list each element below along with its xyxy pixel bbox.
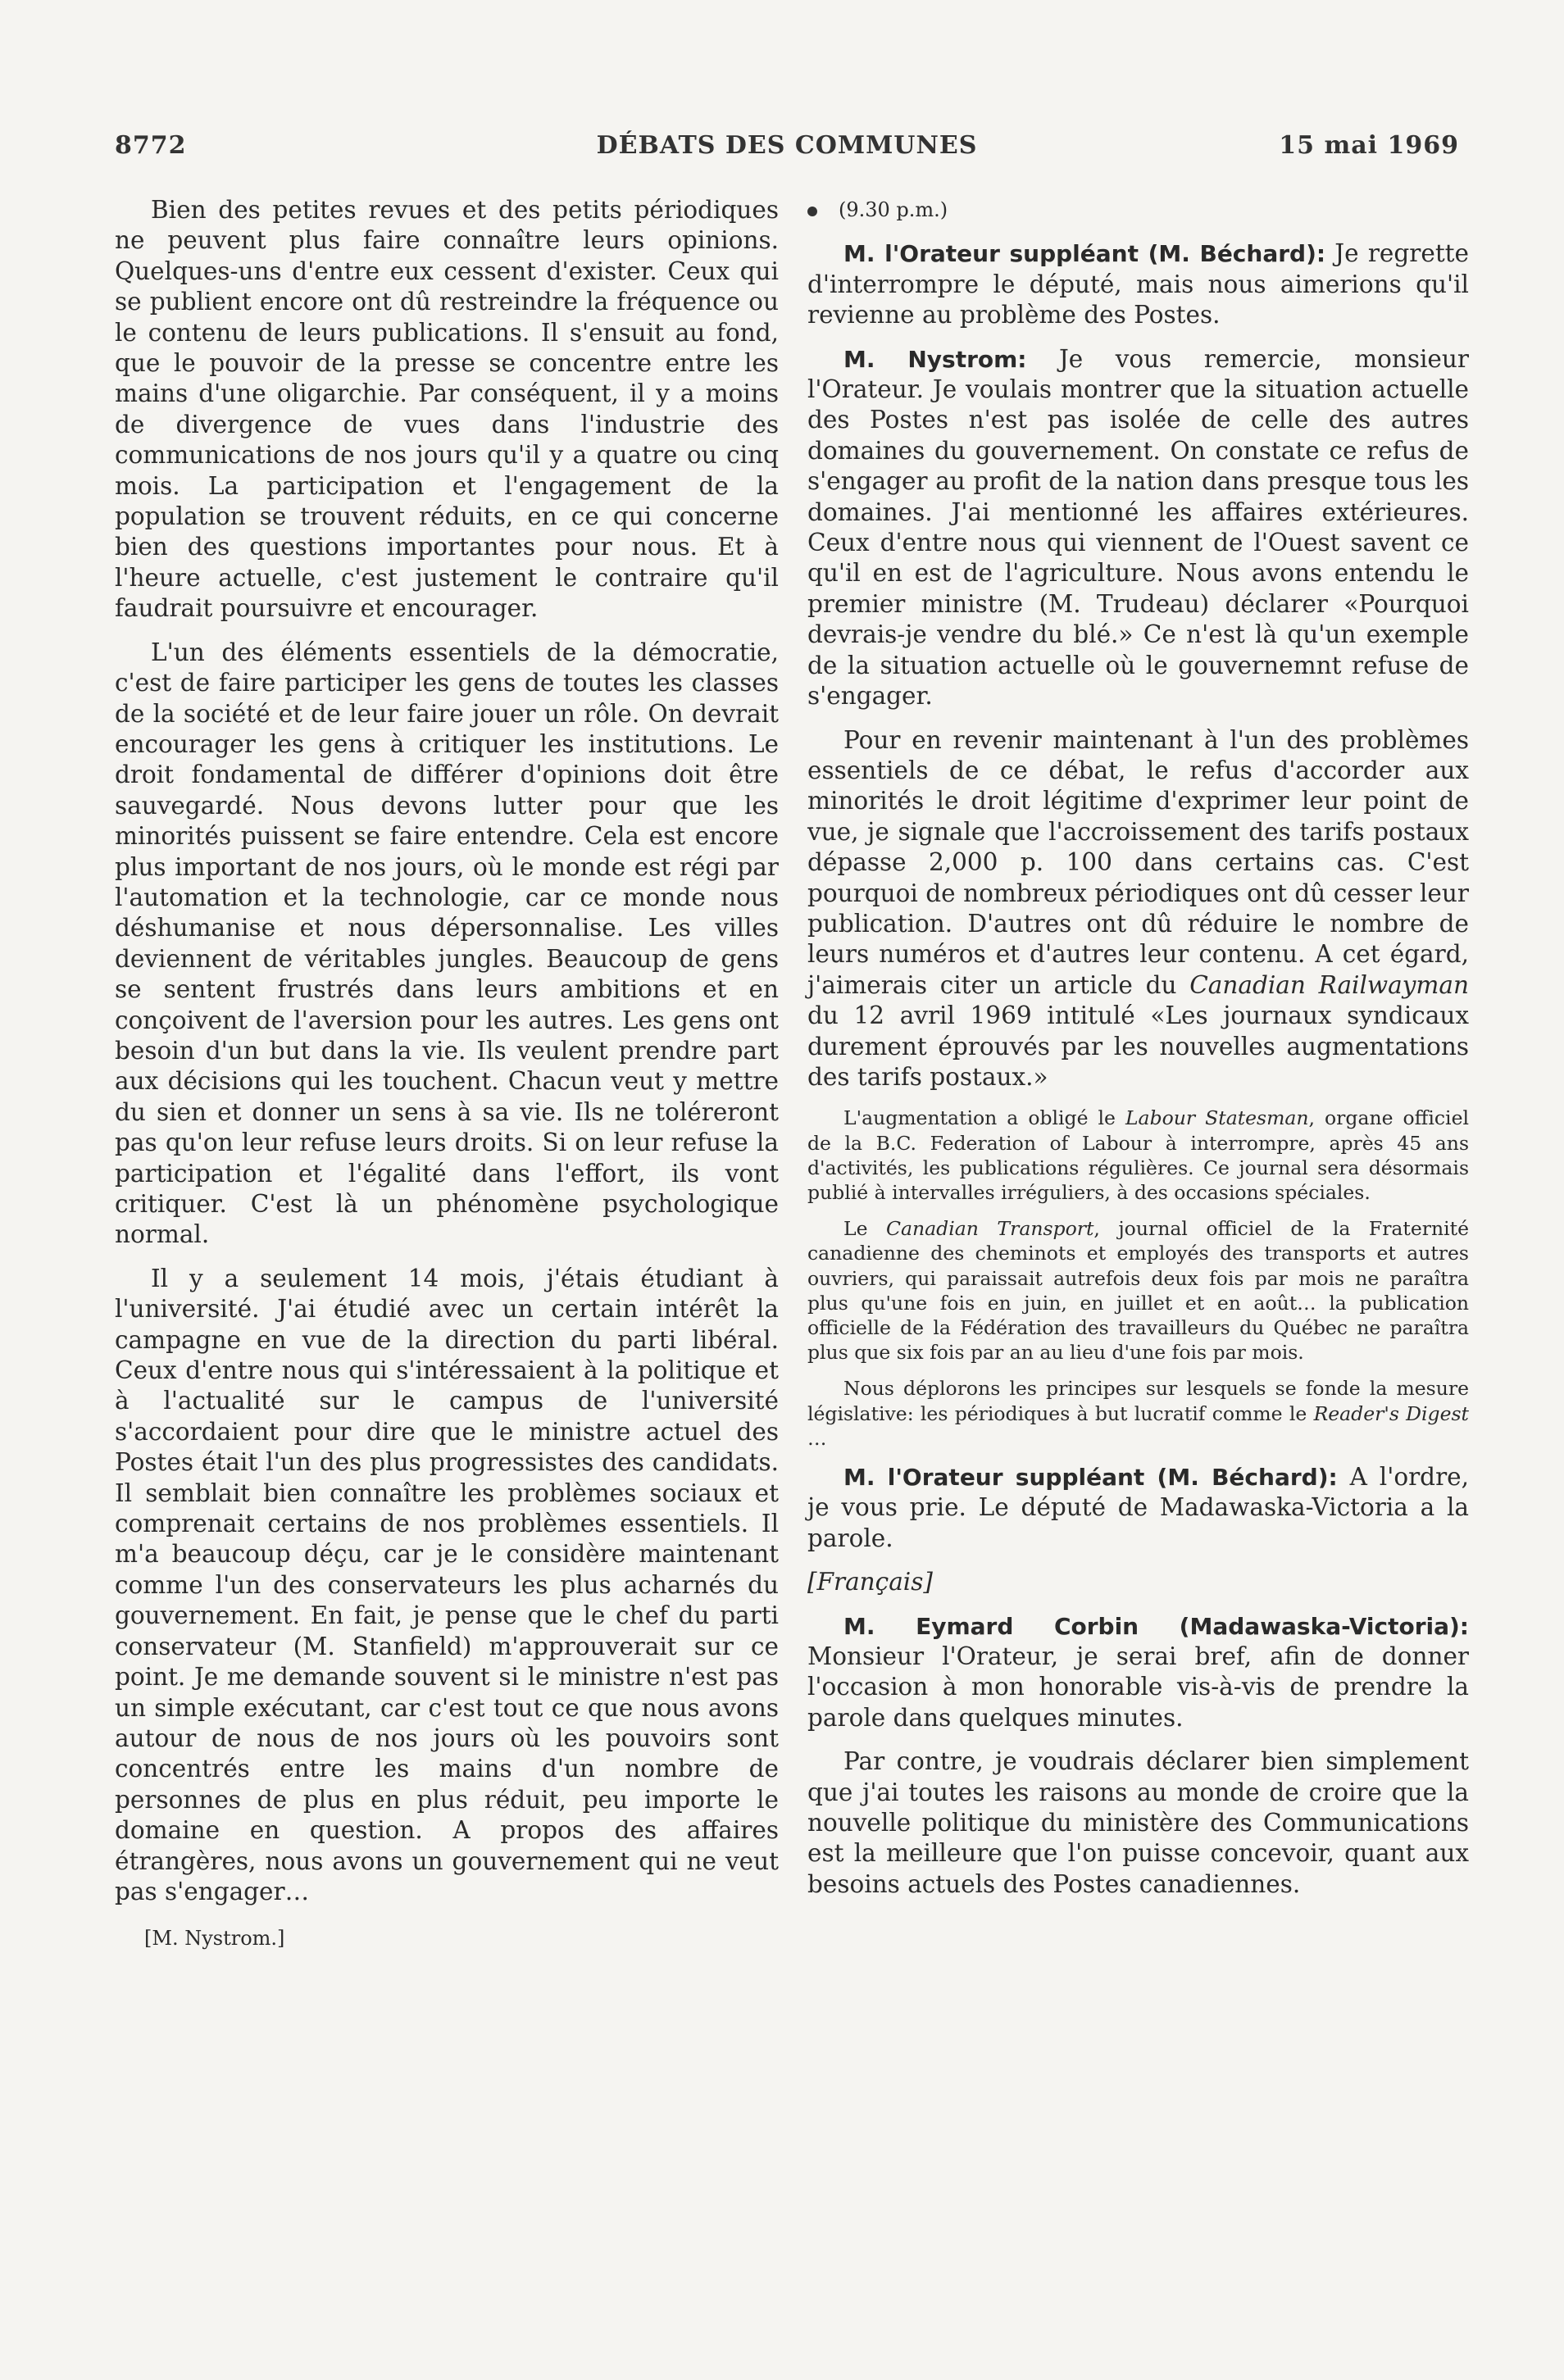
paragraph [807, 725, 1469, 1093]
publication-title: Labour Statesman [1125, 1106, 1309, 1130]
speaker-name: M. l'Orateur suppléant (M. Béchard): [843, 240, 1326, 268]
text-run: , journal officiel de la Fraternité canadienne des cheminots et employés des transports et autres ouvriers, qui paraissait autrefois deux fois par mois ne paraîtra plus qu'une fois en juin, en juillet et en août… la publication officielle de la Fédération des travailleurs du Québec ne paraîtra plus que six fois par an au lieu d'une fois par mois. [807, 1217, 1470, 1365]
paragraph: Il y a seulement 14 mois, j'étais étudiant à l'université. J'ai étudié avec un certain intérêt la campagne en vue de la direction du parti libéral. Ceux d'entre nous qui s'intéressaient à la politique et à l'actualité sur le campus de l'université s'accordaient pour dire que le ministre actuel des Postes était l'un des plus progressistes des candidats. Il semblait bien connaître les problèmes sociaux et comprenait certains de nos problèmes essentiels. Il m'a beaucoup déçu, car je le considère maintenant comme l'un des conservateurs les plus acharnés du gouvernement. En fait, je pense que le chef du parti conservateur (M. Stanfield) m'approuverait sur ce point. Je me demande souvent si le ministre n'est pas un simple exécutant, car c'est tout ce que nous avons autour de nous de nos jours où les pouvoirs sont concentrés entre les mains d'un nombre de personnes de plus en plus réduit, peu importe le domaine en question. A propos des affaires étrangères, nous avons un gouvernement qui ne veut pas s'engager… [115, 1264, 779, 1905]
speech-text: Je vous remercie, monsieur l'Orateur. Je voulais montrer que la situation actuelle des Postes n'est pas isolée de celle des autres domaines du gouvernement. On constate ce refus de s'engager au profit de la nation dans presque tous les domaines. J'ai mentionné les affaires extérieures. Ceux d'entre nous qui viennent de l'Ouest savent ce qu'il en est de l'agriculture. Nous avons entendu le premier ministre (M. Trudeau) déclarer «Pourquoi devrais-je vendre du blé.» Ce n'est là qu'un exemple de la situation actuelle où le gouvernemnt refuse de s'engager. [807, 344, 1469, 711]
journal-title: DÉBATS DES COMMUNES [596, 131, 978, 160]
speech [807, 238, 1469, 330]
paragraph: Par contre, je voudrais déclarer bien simplement que j'ai toutes les raisons au monde de croire que la nouvelle politique du ministère des Communications est la meilleure que l'on puisse concevoir, quant aux besoins actuels des Postes canadiennes. [807, 1747, 1469, 1898]
text-run: du 12 avril 1969 intitulé «Les journaux syndicaux durement éprouvés par les nouvelles augmentations des tarifs postaux.» [807, 1002, 1469, 1091]
publication-title: Reader's Digest [1313, 1401, 1469, 1425]
speech-text: Je regrette d'interrompre le député, mais nous aimerions qu'il revienne au problème des Postes. [807, 239, 1469, 329]
text-run: Pour en revenir maintenant à l'un des problèmes essentiels de ce débat, le refus d'accorder aux minorités le droit légitime d'exprimer leur point de vue, je signale que l'accroissement des tarifs postaux dépasse 2,000 p. 100 dans certains cas. C'est pourquoi de nombreux périodiques ont dû cesser leur publication. D'autres ont dû réduire le nombre de leurs numéros et d'autres leur contenu. A cet égard, j'aimerais citer un article du [807, 725, 1469, 999]
right-column [807, 195, 1469, 1913]
speaker-attribution: [M. Nystrom.] [144, 1927, 285, 1951]
text-run: Nous déplorons les principes sur lesquels se fonde la mesure législative: les périodiques à but lucratif comme le [807, 1377, 1469, 1425]
speech [807, 1611, 1469, 1734]
language-marker: [Français] [807, 1568, 933, 1597]
left-column [115, 195, 779, 1968]
bullet-icon [807, 207, 817, 216]
quotation [807, 1376, 1469, 1451]
speech [807, 344, 1469, 712]
speaker-name: M. Nystrom: [843, 345, 1027, 373]
text-run: , organe officiel de la B.C. Federation of Labour à interrompre, après 45 ans d'activités, les publications régulières. Ce journal sera désormais publié à intervalles irréguliers, à des occasions spéciales. [807, 1106, 1469, 1204]
speaker-name: M. l'Orateur suppléant (M. Béchard): [843, 1464, 1338, 1492]
timestamp-text: (9.30 p.m.) [839, 198, 948, 221]
publication-title: Canadian Railwayman [1189, 970, 1469, 999]
speech-text: Monsieur l'Orateur, je serai bref, afin de donner l'occasion à mon honorable vis-à-vis de prendre la parole dans quelques minutes. [807, 1642, 1469, 1732]
quotation [807, 1106, 1469, 1205]
quotation [807, 1216, 1469, 1365]
text-run: … [807, 1426, 827, 1450]
paragraph: Bien des petites revues et des petits périodiques ne peuvent plus faire connaître leurs opinions. Quelques-uns d'entre eux cessent d'exister. Ceux qui se publient encore ont dû restreindre la fréquence ou le contenu de leurs publications. Il s'ensuit au fond, que le pouvoir de la presse se concentre entre les mains d'une oligarchie. Par conséquent, il y a moins de divergence de vues dans l'industrie des communications de nos jours qu'il y a quatre ou cinq mois. La participation et l'engagement de la population se trouvent réduits, en ce qui concerne bien des questions importantes pour nous. Et à l'heure actuelle, c'est justement le contraire qu'il faudrait poursuivre et encourager. [115, 196, 779, 623]
speech-text: A l'ordre, je vous prie. Le député de Madawaska-Victoria a la parole. [807, 1463, 1469, 1552]
page-number: 8772 [115, 131, 187, 160]
speech [807, 1462, 1469, 1554]
text-run: L'augmentation a obligé le [843, 1106, 1125, 1130]
timestamp [807, 195, 1469, 225]
page-date: 15 mai 1969 [1279, 131, 1459, 160]
speaker-name: M. Eymard Corbin (Madawaska-Victoria): [843, 1612, 1469, 1640]
text-run: Le [843, 1217, 887, 1241]
paragraph: L'un des éléments essentiels de la démocratie, c'est de faire participer les gens de toutes les classes de la société et de leur faire jouer un rôle. On devrait encourager les gens à critiquer les institutions. Le droit fondamental de différer d'opinions doit être sauvegardé. Nous devons lutter pour que les minorités puissent se faire entendre. Cela est encore plus important de nos jours, où le monde est régi par l'automation et la technologie, car ce monde nous déshumanise et nous dépersonnalise. Les villes deviennent de véritables jungles. Beaucoup de gens se sentent frustrés dans leurs ambitions et en conçoivent de l'aversion pour les autres. Les gens ont besoin d'un but dans la vie. Ils veulent prendre part aux décisions qui les touchent. Chacun veut y mettre du sien et donner un sens à sa vie. Ils ne toléreront pas qu'on leur refuse leurs droits. Si on leur refuse la participation et l'égalité dans l'effort, ils vont critiquer. C'est là un phénomène psychologique normal. [115, 638, 779, 1249]
publication-title: Canadian Transport [886, 1217, 1094, 1241]
